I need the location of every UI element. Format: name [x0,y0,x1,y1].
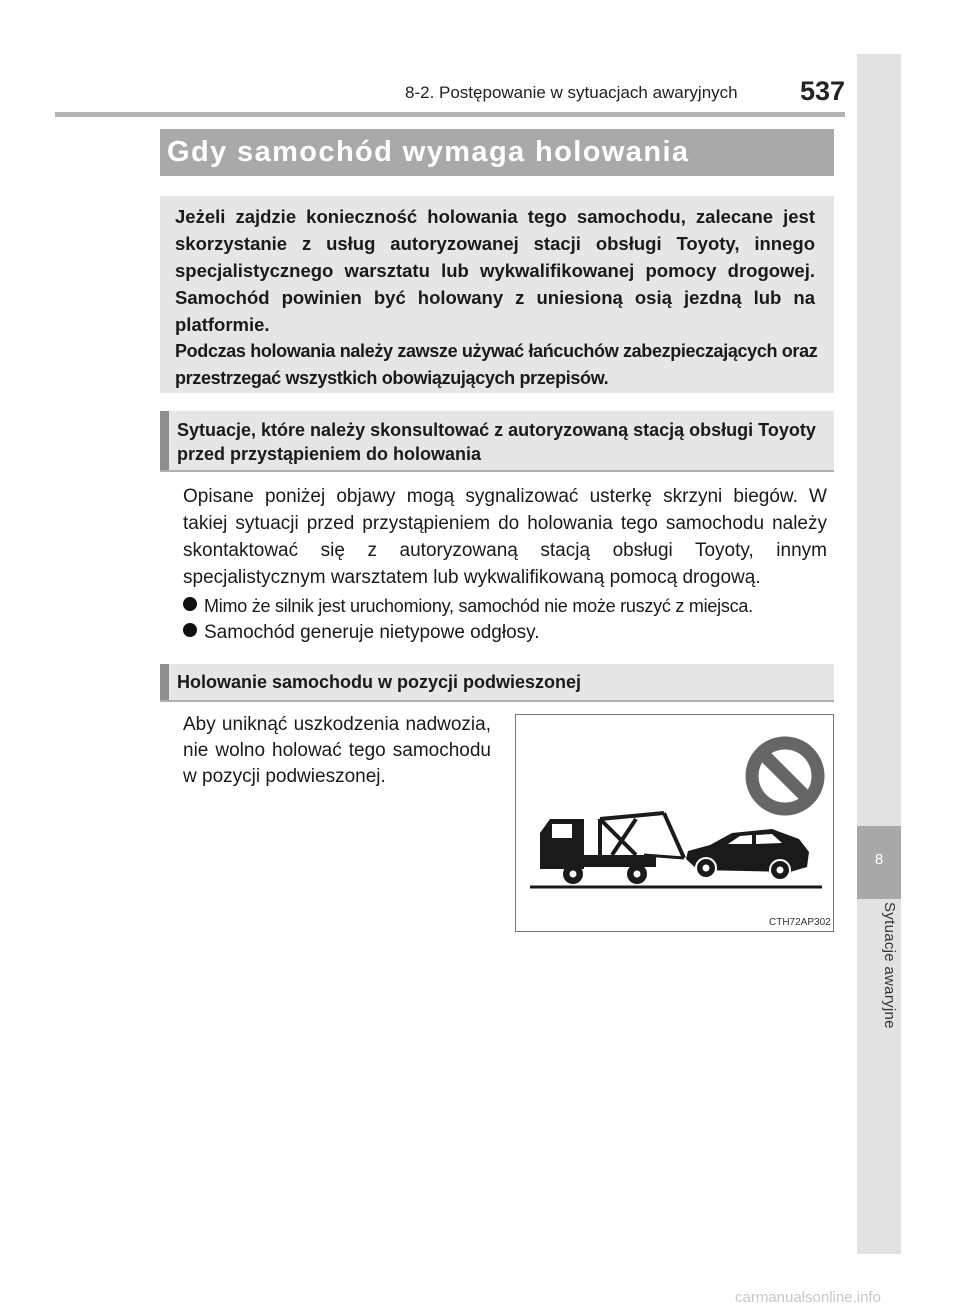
intro-paragraph: Jeżeli zajdzie konieczność holowania tego samochodu, zalecane jest skorzystanie z usług autoryzowanej stacji obsługi Toyoty, innego specjalistycznego warsztatu lub wykwalifikowanej pomocy drogowej. Samochód powinien być holowany z uniesioną osią jezdną lub na platformie. [175,206,815,335]
intro-paragraph-safety: Podczas holowania należy zawsze używać łańcuchów zabezpieczających oraz przestrzegać wszystkich obowiązujących przepisów. [175,341,818,388]
towed-car-icon [686,829,809,880]
tow-truck-svg [516,715,833,931]
bullet-text: Samochód generuje nietypowe odgłosy. [204,622,540,643]
chapter-title: Sytuacje awaryjne [881,902,898,1029]
header-section-title: 8-2. Postępowanie w sytuacjach awaryjnych [405,83,738,102]
section2-body: Aby uniknąć uszkodzenia nadwozia, nie wolno holować tego samochodu w pozycji podwieszonej. [183,714,491,787]
list-item [183,596,753,617]
bullet-dot-icon [183,623,197,637]
prohibited-icon [752,743,818,809]
tow-truck-illustration [515,714,834,932]
footer-watermark: carmanualsonline.info [735,1289,881,1306]
section2-heading-rule [160,700,834,702]
main-title: Gdy samochód wymaga holowania [167,136,690,168]
section1-body: Opisane poniżej objawy mogą sygnalizować usterkę skrzyni biegów. W takiej sytuacji przed przystąpieniem do holowania tego samochodu należy skontaktować się z autoryzowaną stacją obsługi Toyoty, innym specjalistycznym warsztatem lub wykwalifikowaną pomocą drogową. [183,486,827,588]
list-item [183,622,540,644]
figure-code: CTH72AP302 [769,917,831,928]
section1-heading-rule [160,470,834,472]
header-divider [55,112,845,117]
section2-heading: Holowanie samochodu w pozycji podwieszonej [177,672,582,692]
bullet-text: Mimo że silnik jest uruchomiony, samochód nie może ruszyć z miejsca. [204,596,753,616]
tow-truck-icon [540,813,684,884]
chapter-number: 8 [874,851,884,868]
section1-heading: Sytuacje, które należy skonsultować z autoryzowaną stacją obsługi Toyoty przed przystąpieniem do holowania [177,420,816,464]
bullet-dot-icon [183,597,197,611]
page-number: 537 [800,76,846,106]
